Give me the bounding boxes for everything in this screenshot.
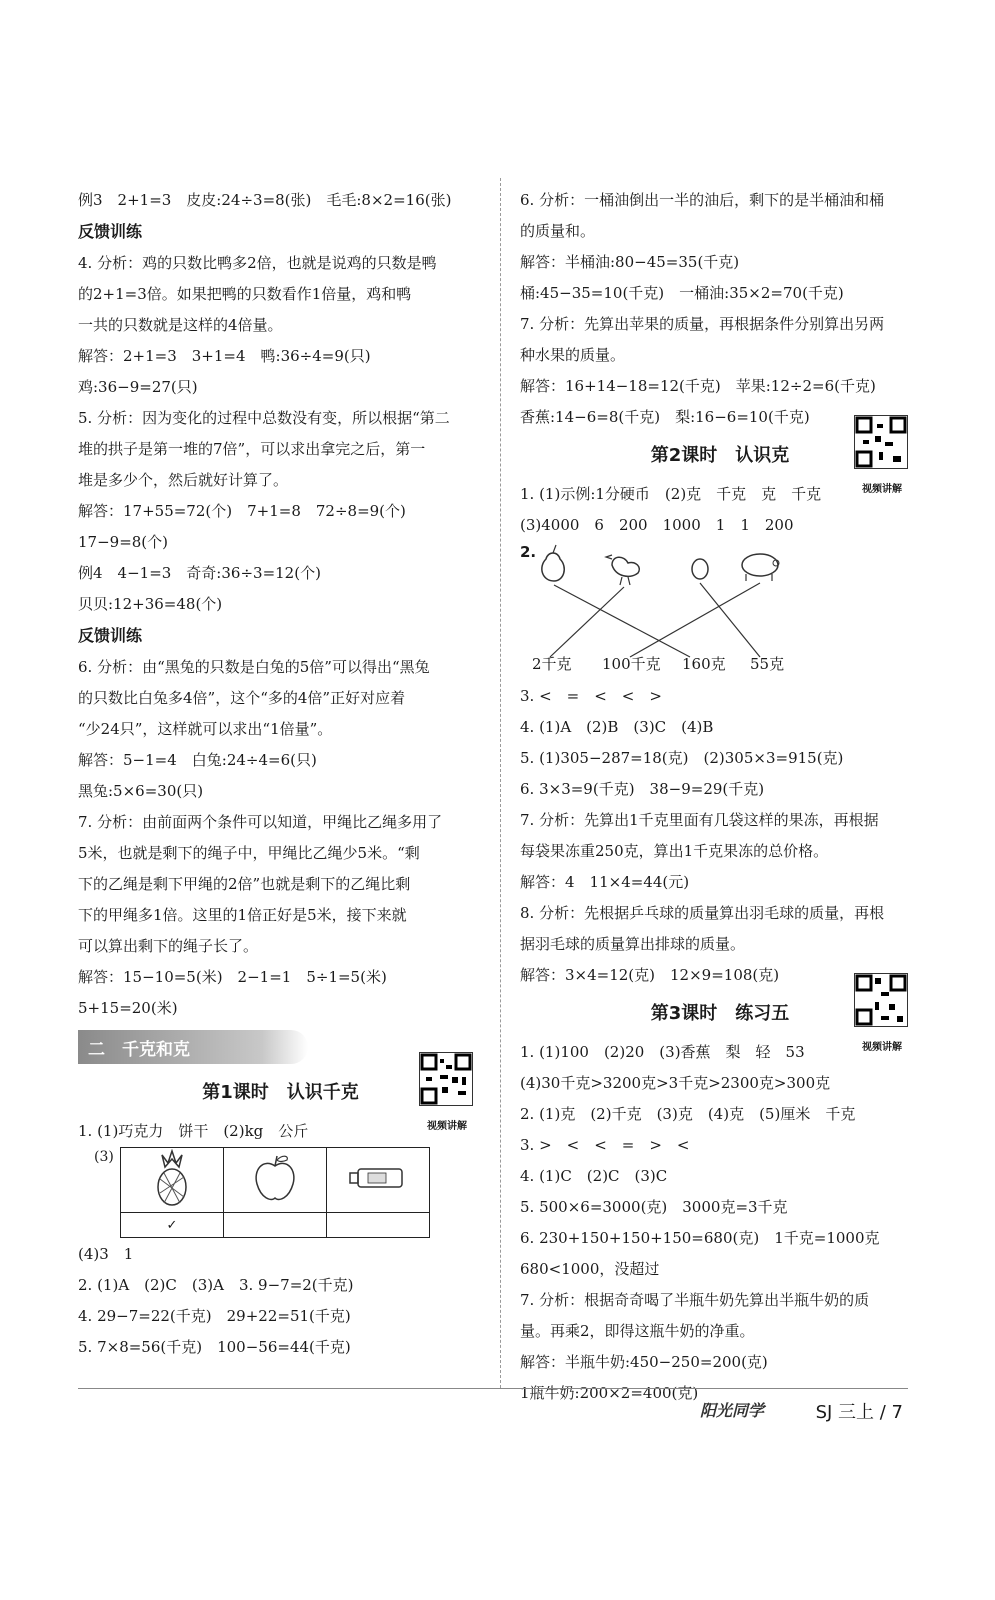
answer-line: 解答：3×4=12(克) 12×9=108(克) bbox=[520, 966, 780, 984]
answer-line: (3)4000 6 200 1000 1 1 200 bbox=[520, 516, 794, 534]
answer-line: 的只数比白兔多4倍”，这个“多的4倍”正好对应着 bbox=[78, 689, 406, 707]
answer-line: 5. 500×6=3000(克) 3000克=3千克 bbox=[520, 1198, 788, 1216]
answer-line: 的质量和。 bbox=[520, 222, 596, 240]
answer-line: 7. 分析：先算出1千克里面有几袋这样的果冻，再根据 bbox=[520, 811, 879, 829]
answer-line: 7. 分析：由前面两个条件可以知道，甲绳比乙绳多用了 bbox=[78, 813, 443, 831]
answer-line: 2. (1)克 (2)千克 (3)克 (4)克 (5)厘米 千克 bbox=[520, 1105, 856, 1123]
qr-code-icon bbox=[419, 1052, 473, 1106]
left-column bbox=[78, 185, 483, 1363]
match-label: 100千克 bbox=[602, 655, 661, 673]
match-label: 2千克 bbox=[532, 655, 572, 673]
toothpaste-icon bbox=[327, 1148, 430, 1213]
answer-line: 1. (1)100 (2)20 (3)香蕉 梨 轻 53 bbox=[520, 1043, 805, 1061]
table-label: (3) bbox=[94, 1149, 114, 1165]
answer-line: 5. 分析：因为变化的过程中总数没有变，所以根据“第二 bbox=[78, 409, 450, 427]
answer-line: 例3 2+1=3 皮皮:24÷3=8(张) 毛毛:8×2=16(张) bbox=[78, 191, 452, 209]
answer-line: 4. 分析：鸡的只数比鸭多2倍，也就是说鸡的只数是鸭 bbox=[78, 254, 437, 272]
answer-line: 每袋果冻重250克，算出1千克果冻的总价格。 bbox=[520, 842, 829, 860]
lesson-2-title: 第2课时 认识克 视频讲解 bbox=[520, 433, 920, 479]
answer-line: 4. (1)C (2)C (3)C bbox=[520, 1167, 668, 1185]
answer-line: 3. < = < < > bbox=[520, 687, 662, 705]
column-divider bbox=[500, 178, 501, 1388]
answer-line: 17−9=8(个) bbox=[78, 533, 169, 551]
answer-line: 解答：17+55=72(个) 7+1=8 72÷8=9(个) bbox=[78, 502, 406, 520]
answer-line: 6. 分析：一桶油倒出一半的油后，剩下的是半桶油和桶 bbox=[520, 191, 885, 209]
answer-line: (4)30千克>3200克>3千克>2300克>300克 bbox=[520, 1074, 831, 1092]
answer-line: 下的乙绳是剩下甲绳的2倍”也就是剩下的乙绳比剩 bbox=[78, 875, 411, 893]
matching-question bbox=[520, 541, 920, 681]
answer-line: 解答：半瓶牛奶:450−250=200(克) bbox=[520, 1353, 768, 1371]
right-answer-lines bbox=[520, 185, 920, 433]
footer-rule bbox=[78, 1388, 908, 1389]
pig-icon bbox=[742, 554, 779, 581]
answer-line: 6. 3×3=9(千克) 38−9=29(千克) bbox=[520, 780, 765, 798]
unit-title: 二 千克和克 bbox=[88, 1040, 190, 1060]
match-question-number: 2. bbox=[520, 543, 537, 561]
match-labels bbox=[532, 653, 802, 677]
answer-line: 4. (1)A (2)B (3)C (4)B bbox=[520, 718, 714, 736]
answer-line: “少24只”，这样就可以求出“1倍量”。 bbox=[78, 720, 333, 738]
answer-line: 解答：4 11×4=44(元) bbox=[520, 873, 690, 891]
answer-line: 1瓶牛奶:200×2=400(克) bbox=[520, 1384, 699, 1402]
answer-line: 1. (1)巧克力 饼干 (2)kg 公斤 bbox=[78, 1122, 309, 1140]
qr-code-icon bbox=[854, 415, 908, 469]
answer-line: 堆是多少个，然后就好计算了。 bbox=[78, 471, 289, 489]
answer-line: 5+15=20(米) bbox=[78, 999, 178, 1017]
answer-line: 5米，也就是剩下的绳子中，甲绳比乙绳少5米。“剩 bbox=[78, 844, 420, 862]
answer-line: 例4 4−1=3 奇奇:36÷3=12(个) bbox=[78, 564, 321, 582]
answer-line: 8. 分析：先根据乒乓球的质量算出羽毛球的质量，再根 bbox=[520, 904, 885, 922]
right-column bbox=[520, 185, 920, 1409]
page-number: SJ 三上 / 7 bbox=[815, 1402, 903, 1423]
answer-line: 一共的只数就是这样的4倍量。 bbox=[78, 316, 283, 334]
right-answer-lines-3 bbox=[520, 681, 920, 991]
answer-line: 680<1000，没超过 bbox=[520, 1260, 660, 1278]
answer-line: 解答：15−10=5(米) 2−1=1 5÷1=5(米) bbox=[78, 968, 387, 986]
answer-line: 香蕉:14−6=8(千克) 梨:16−6=10(千克) bbox=[520, 408, 810, 426]
answer-line: 3. > < < = > < bbox=[520, 1136, 690, 1154]
answer-line: 鸡:36−9=27(只) bbox=[78, 378, 198, 396]
answer-line: 可以算出剩下的绳子长了。 bbox=[78, 937, 259, 955]
pineapple-icon bbox=[121, 1148, 224, 1213]
answer-line: 解答：16+14−18=12(千克) 苹果:12÷2=6(千克) bbox=[520, 377, 876, 395]
answer-line: 解答：5−1=4 白兔:24÷4=6(只) bbox=[78, 751, 317, 769]
chicken-icon bbox=[606, 555, 639, 585]
answer-line: 6. 分析：由“黑兔的只数是白兔的5倍”可以得出“黑兔 bbox=[78, 658, 430, 676]
answer-line: 堆的拱子是第一堆的7倍”，可以求出拿完之后，第一 bbox=[78, 440, 426, 458]
answer-line: 解答：半桶油:80−45=35(千克) bbox=[520, 253, 740, 271]
qr-code-icon bbox=[854, 973, 908, 1027]
answer-line: (4)3 1 bbox=[78, 1245, 134, 1263]
answer-line: 6. 230+150+150+150=680(克) 1千克=1000克 bbox=[520, 1229, 880, 1247]
qr-caption: 视频讲解 bbox=[862, 484, 902, 495]
check-mark-icon: ✓ bbox=[121, 1213, 224, 1238]
brand-logo: 阳光同学 bbox=[700, 1401, 765, 1420]
answer-line: 1. (1)示例:1分硬币 (2)克 千克 克 千克 bbox=[520, 485, 822, 503]
right-answer-lines-4 bbox=[520, 1037, 920, 1409]
answer-line: 的2+1=3倍。如果把鸭的只数看作1倍量，鸡和鸭 bbox=[78, 285, 412, 303]
egg-icon bbox=[692, 559, 708, 579]
qr-caption: 视频讲解 bbox=[862, 1042, 902, 1053]
apple-icon bbox=[224, 1148, 327, 1213]
pear-icon bbox=[542, 545, 564, 581]
answer-line: 5. 7×8=56(千克) 100−56=44(千克) bbox=[78, 1338, 351, 1356]
match-label: 160克 bbox=[682, 655, 726, 673]
lesson-3-title: 第3课时 练习五 视频讲解 bbox=[520, 991, 920, 1037]
answer-line: 量。再乘2，即得这瓶牛奶的净重。 bbox=[520, 1322, 755, 1340]
answer-line: 下的甲绳多1倍。这里的1倍正好是5米，接下来就 bbox=[78, 906, 407, 924]
answer-line: 贝贝:12+36=48(个) bbox=[78, 595, 223, 613]
left-answer-lines bbox=[78, 185, 483, 1024]
answer-line: 解答：2+1=3 3+1=4 鸭:36÷4=9(只) bbox=[78, 347, 371, 365]
answer-line: 7. 分析：先算出苹果的质量，再根据条件分别算出另两 bbox=[520, 315, 885, 333]
answer-line: 4. 29−7=22(千克) 29+22=51(千克) bbox=[78, 1307, 351, 1325]
answer-table-block bbox=[78, 1147, 483, 1239]
answer-line: 种水果的质量。 bbox=[520, 346, 626, 364]
answer-line: 2. (1)A (2)C (3)A 3. 9−7=2(千克) bbox=[78, 1276, 354, 1294]
answer-line: 黑兔:5×6=30(只) bbox=[78, 782, 204, 800]
section-heading: 反馈训练 bbox=[78, 222, 143, 241]
qr-caption: 视频讲解 bbox=[427, 1121, 467, 1132]
answer-table bbox=[120, 1147, 430, 1238]
answer-line: 7. 分析：根据奇奇喝了半瓶牛奶先算出半瓶牛奶的质 bbox=[520, 1291, 870, 1309]
match-label: 55克 bbox=[750, 655, 785, 673]
answer-line: 据羽毛球的质量算出排球的质量。 bbox=[520, 935, 746, 953]
answer-line: 桶:45−35=10(千克) 一桶油:35×2=70(千克) bbox=[520, 284, 844, 302]
answer-line: 5. (1)305−287=18(克) (2)305×3=915(克) bbox=[520, 749, 844, 767]
section-heading: 反馈训练 bbox=[78, 626, 143, 645]
lesson-1-title: 第1课时 认识千克 视频讲解 bbox=[78, 1070, 483, 1116]
